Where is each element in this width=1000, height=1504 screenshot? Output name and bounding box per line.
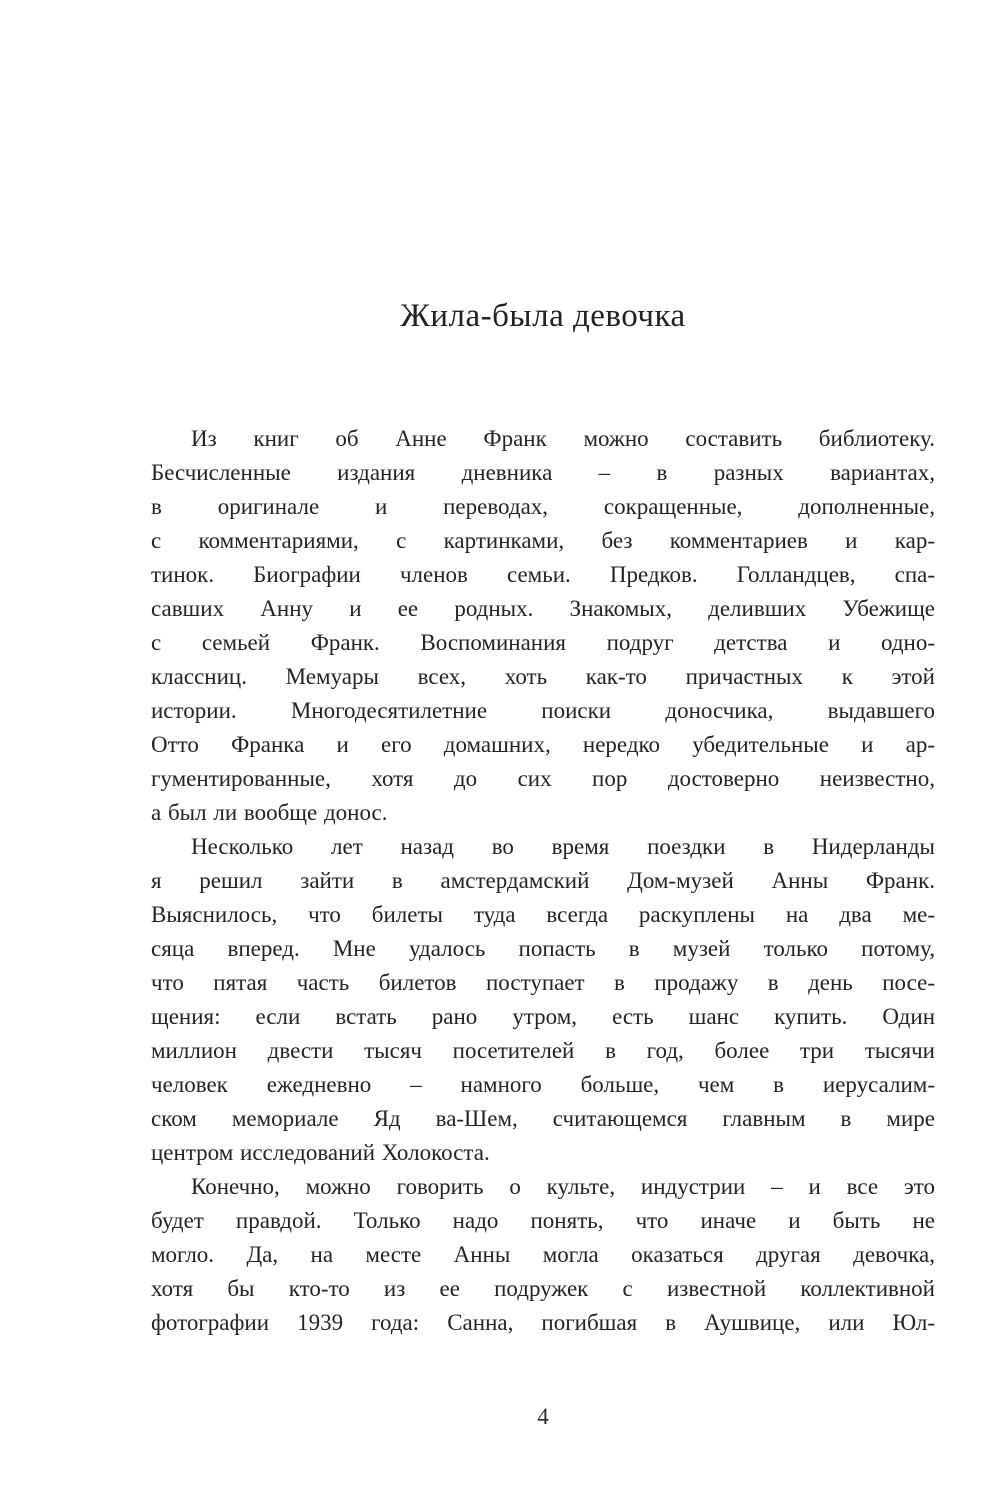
text-line: с семьей Франк. Воспоминания подруг детства и одно- [151,630,935,655]
text-line: в оригинале и переводах, сокращенные, дополненные, [151,494,935,519]
text-line: классниц. Мемуары всех, хоть как-то причастных к этой [151,664,935,689]
paragraph [151,422,935,830]
text-line: Несколько лет назад во время поездки в Нидерланды [191,834,935,859]
text-line: миллион двести тысяч посетителей в год, более три тысячи [151,1038,935,1063]
text-line: а был ли вообще донос. [151,800,388,825]
text-line: хотя бы кто-то из ее подружек с известной коллективной [151,1276,935,1301]
text-line: ском мемориале Яд ва-Шем, считающемся главным в мире [151,1106,935,1131]
text-line: фотографии 1939 года: Санна, погибшая в Аушвице, или Юл- [151,1310,935,1335]
text-line: тинок. Биографии членов семьи. Предков. Голландцев, спа- [151,562,935,587]
body-text [151,422,935,1340]
text-line: Конечно, можно говорить о культе, индустрии – и все это [191,1174,935,1199]
text-line: человек ежедневно – намного больше, чем в иерусалим- [151,1072,935,1097]
paragraph [151,830,935,1170]
page-number: 4 [537,1404,549,1429]
text-line: я решил зайти в амстердамский Дом-музей Анны Франк. [151,868,935,893]
text-line: с комментариями, с картинками, без комментариев и кар- [151,528,935,553]
text-line: истории. Многодесятилетние поиски доносчика, выдавшего [151,698,935,723]
paragraph [151,1170,935,1340]
text-line: Из книг об Анне Франк можно составить библиотеку. [191,426,935,451]
text-line: Отто Франка и его домашних, нередко убедительные и ар- [151,732,935,757]
text-line: Бесчисленные издания дневника – в разных вариантах, [151,460,935,485]
text-line: гументированные, хотя до сих пор достоверно неизвестно, [151,766,935,791]
text-line: Выяснилось, что билеты туда всегда раскуплены на два ме- [151,902,935,927]
text-line: что пятая часть билетов поступает в продажу в день посе- [151,970,935,995]
text-line: центром исследований Холокоста. [151,1140,490,1165]
text-line: будет правдой. Только надо понять, что иначе и быть не [151,1208,935,1233]
chapter-title: Жила-была девочка [400,298,686,334]
text-line: могло. Да, на месте Анны могла оказаться другая девочка, [151,1242,935,1267]
text-column [151,0,935,1430]
text-line: савших Анну и ее родных. Знакомых, деливших Убежище [151,596,935,621]
text-line: щения: если встать рано утром, есть шанс купить. Один [151,1004,935,1029]
text-line: сяца вперед. Мне удалось попасть в музей только потому, [151,936,935,961]
